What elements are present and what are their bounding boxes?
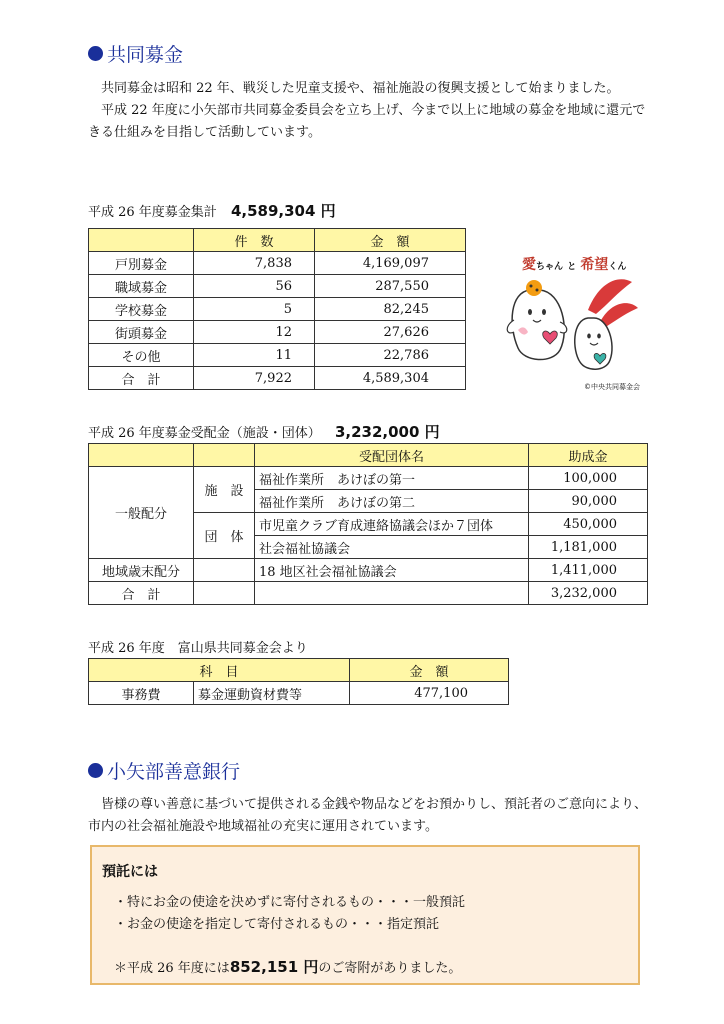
bullet-dot-icon	[88, 763, 103, 778]
mascot-characters-icon	[500, 270, 640, 380]
summary-caption	[88, 200, 336, 221]
intro-paragraphs	[88, 78, 648, 144]
table-cell: 27,626	[315, 321, 466, 344]
mascot-illustration	[500, 244, 640, 392]
summary-table	[88, 228, 466, 390]
section-title: 共同募金	[107, 44, 184, 66]
table-cell: 11	[194, 344, 315, 367]
table-cell: 90,000	[529, 490, 648, 513]
pref-table	[88, 658, 509, 705]
table-row	[89, 321, 466, 344]
table-header: 受配団体名	[255, 444, 529, 467]
table-header-row	[89, 229, 466, 252]
table-cell: 100,000	[529, 467, 648, 490]
section-heading-zeni-bank	[88, 757, 240, 784]
table-cell: 7,922	[194, 367, 315, 390]
table-cell: 450,000	[529, 513, 648, 536]
table-cell: 福祉作業所 あけぼの第二	[255, 490, 529, 513]
pref-caption: 平成 26 年度 富山県共同募金会より	[88, 641, 308, 656]
table-cell: 戸別募金	[89, 252, 194, 275]
table-header-empty	[89, 444, 194, 467]
table-row	[89, 682, 509, 705]
table-cell: 学校募金	[89, 298, 194, 321]
table-header: 金 額	[315, 229, 466, 252]
distribution-total: 3,232,000 円	[334, 423, 440, 441]
table-cell: 477,100	[350, 682, 509, 705]
table-row	[89, 275, 466, 298]
deposit-info-box	[90, 845, 640, 985]
summary-total: 4,589,304 円	[230, 202, 336, 220]
table-cell: 12	[194, 321, 315, 344]
deposit-amount: 852,151 円	[229, 958, 319, 976]
table-total-row	[89, 367, 466, 390]
table-cell-empty	[255, 582, 529, 605]
table-header-row	[89, 659, 509, 682]
table-header: 金 額	[350, 659, 509, 682]
deposit-item-general: ・特にお金の使途を決めずに寄付されるもの・・・一般預託	[114, 895, 466, 910]
summary-label: 平成 26 年度募金集計	[88, 205, 217, 220]
table-cell: その他	[89, 344, 194, 367]
table-cell: 地域歳末配分	[89, 559, 194, 582]
table-cell: 職域募金	[89, 275, 194, 298]
table-header-row	[89, 444, 648, 467]
table-cell: 3,232,000	[529, 582, 648, 605]
table-cell: 56	[194, 275, 315, 298]
table-cell: 合 計	[89, 582, 194, 605]
table-cell: 施 設	[194, 467, 255, 513]
table-header-empty	[194, 444, 255, 467]
table-cell: 募金運動資材費等	[194, 682, 350, 705]
bullet-dot-icon	[88, 46, 103, 61]
table-cell: 22,786	[315, 344, 466, 367]
bank-paragraph: 皆様の尊い善意に基づいて提供される金銭や物品などをお預かりし、預託者のご意向により、市内の社会福祉施設や地域福祉の充実に運用されています。	[88, 797, 648, 834]
section-title: 小矢部善意銀行	[107, 761, 241, 783]
distribution-label: 平成 26 年度募金受配金（施設・団体）	[88, 426, 321, 441]
table-cell: 1,411,000	[529, 559, 648, 582]
table-cell: 一般配分	[89, 467, 194, 559]
table-cell: 社会福祉協議会	[255, 536, 529, 559]
table-cell: 合 計	[89, 367, 194, 390]
table-row	[89, 467, 648, 490]
mascot-names: 愛ちゃん と 希望くん	[522, 257, 627, 273]
table-cell: 82,245	[315, 298, 466, 321]
table-cell: 街頭募金	[89, 321, 194, 344]
table-header: 件 数	[194, 229, 315, 252]
table-cell-empty	[194, 559, 255, 582]
table-cell: 18 地区社会福祉協議会	[255, 559, 529, 582]
table-cell: 4,169,097	[315, 252, 466, 275]
table-row	[89, 298, 466, 321]
deposit-title: 預託には	[102, 864, 158, 880]
table-row	[89, 344, 466, 367]
deposit-item-designated: ・お金の使途を指定して寄付されるもの・・・指定預託	[114, 917, 440, 932]
table-cell: 4,589,304	[315, 367, 466, 390]
intro-paragraph-1: 共同募金は昭和 22 年、戦災した児童支援や、福祉施設の復興支援として始まりました。	[101, 81, 620, 96]
table-cell: 287,550	[315, 275, 466, 298]
distribution-table	[88, 443, 648, 605]
table-cell: 1,181,000	[529, 536, 648, 559]
table-header: 科 目	[89, 659, 350, 682]
table-total-row	[89, 582, 648, 605]
table-cell-empty	[194, 582, 255, 605]
table-cell: 7,838	[194, 252, 315, 275]
table-row	[89, 559, 648, 582]
intro-paragraph-2: 平成 22 年度に小矢部市共同募金委員会を立ち上げ、今まで以上に地域の募金を地域に還元できる仕組みを目指して活動しています。	[88, 103, 646, 140]
table-cell: 事務費	[89, 682, 194, 705]
table-cell: 市児童クラブ育成連絡協議会ほか７団体	[255, 513, 529, 536]
table-cell: 福祉作業所 あけぼの第一	[255, 467, 529, 490]
table-header: 助成金	[529, 444, 648, 467]
mascot-credit: ©中央共同募金会	[584, 383, 640, 391]
table-row	[89, 252, 466, 275]
table-header	[89, 229, 194, 252]
table-cell: 5	[194, 298, 315, 321]
table-cell: 団 体	[194, 513, 255, 559]
distribution-caption	[88, 421, 440, 442]
section-heading-kyodo-bokin	[88, 40, 183, 67]
deposit-note: ＊平成 26 年度には852,151 円のご寄附がありました。	[114, 958, 462, 976]
